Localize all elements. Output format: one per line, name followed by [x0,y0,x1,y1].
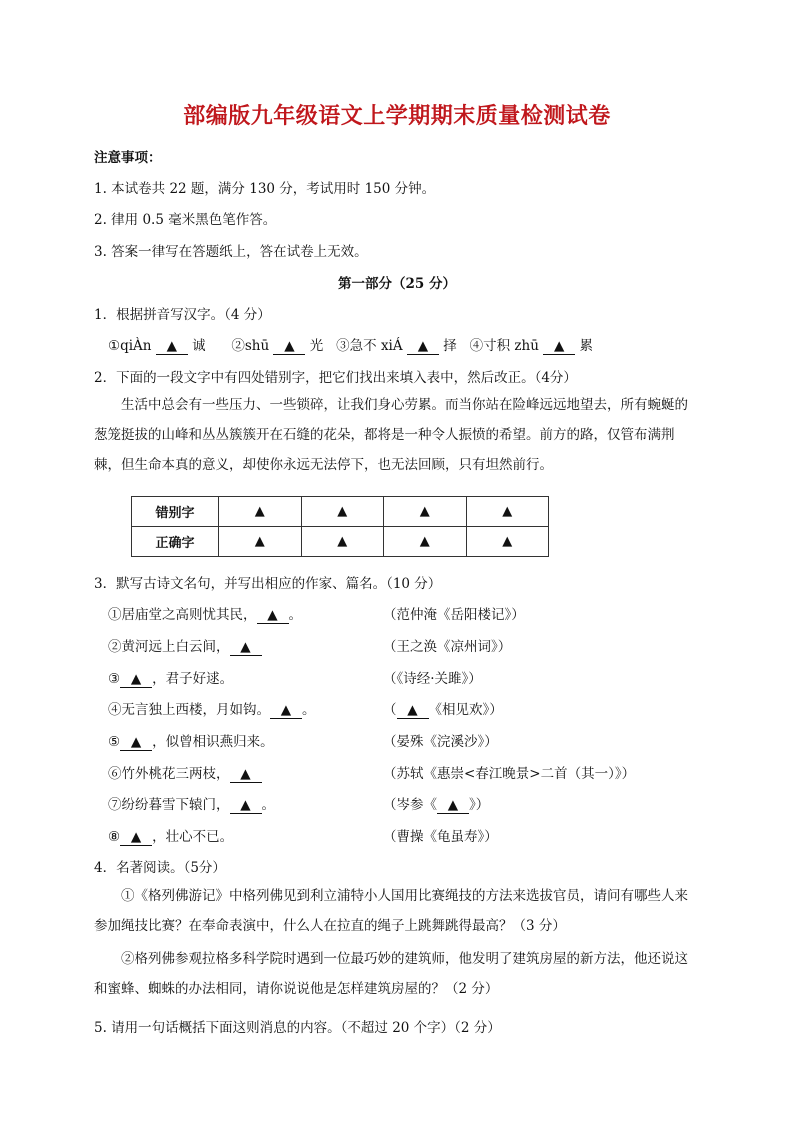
section-heading: 第一部分（25 分） [338,276,456,292]
question-1-prompt: 1．根据拼音写汉字。（4 分） [94,307,271,323]
answer-blank[interactable]: ▲ [120,734,152,751]
answer-blank[interactable]: ▲ [230,797,262,814]
table-cell[interactable]: ▲ [384,497,467,527]
answer-blank[interactable]: ▲ [230,766,262,783]
notice-item: 3. 答案一律写在答题纸上，答在试卷上无效。 [94,244,368,260]
question-4-part-2: ②格列佛参观拉格多科学院时遇到一位最巧妙的建筑师，他发明了建筑房屋的新方法，他还说这和蜜蜂、蜘蛛的办法相同，请你说说他是怎样建筑房屋的？（2 分） [94,951,688,997]
poem-line-left: ⑤ ▲ ，似曾相识燕归来。 [108,734,274,750]
question-2-prompt: 2．下面的一段文字中有四处错别字，把它们找出来填入表中，然后改正。（4分） [94,370,577,386]
table-row [132,527,549,557]
poem-source: （王之涣《凉州词》） [383,639,512,655]
correction-table [131,496,549,557]
answer-blank[interactable]: ▲ [543,338,575,355]
poem-line-left: ②黄河远上白云间， ▲ [108,635,262,656]
table-cell[interactable]: ▲ [301,497,384,527]
poem-source: （曹操《龟虽寿》） [383,829,498,845]
table-cell[interactable]: ▲ [219,497,302,527]
poem-source: （ ▲ 《相见欢》） [383,702,503,718]
answer-blank[interactable]: ▲ [230,639,262,656]
answer-blank[interactable]: ▲ [273,338,305,355]
poem-line-left: ④无言独上西楼，月如钩。 ▲ 。 [108,702,316,718]
table-cell[interactable]: ▲ [301,527,384,557]
notice-item: 2. 律用 0.5 毫米黑色笔作答。 [94,212,277,228]
poem-line-left: ⑦纷纷暮雪下辕门， ▲ 。 [108,797,275,813]
answer-blank[interactable]: ▲ [156,338,188,355]
answer-blank[interactable]: ▲ [120,671,152,688]
poem-line-left: ③ ▲ ，君子好逑。 [108,671,234,687]
exam-title: 部编版九年级语文上学期期末质量检测试卷 [183,104,611,129]
pinyin-item-4: ④寸积 zhū ▲ 累 [469,338,593,354]
table-row-label: 错别字 [132,497,219,527]
poem-source: （岑参《 ▲ 》） [383,797,490,813]
question-4-prompt: 4．名著阅读。（5分） [94,860,226,876]
table-cell[interactable]: ▲ [466,527,549,557]
answer-blank[interactable]: ▲ [120,829,152,846]
table-row [132,497,549,527]
poem-source: （范仲淹《岳阳楼记》） [383,607,525,623]
table-cell[interactable]: ▲ [384,527,467,557]
answer-blank[interactable]: ▲ [437,797,469,814]
poem-source: （《诗经·关雎》） [383,671,482,687]
answer-blank[interactable]: ▲ [397,702,429,719]
pinyin-item-2: ②shū ▲ 光 [231,338,324,354]
poem-source: （苏轼《惠崇<春江晚景>二首（其一）》） [383,766,636,782]
poem-line-left: ①居庙堂之高则忧其民， ▲ 。 [108,607,302,623]
poem-line-left: ⑧ ▲ ，壮心不已。 [108,829,234,845]
notice-heading: 注意事项： [94,150,162,166]
table-cell[interactable]: ▲ [219,527,302,557]
notice-item: 1. 本试卷共 22 题，满分 130 分，考试用时 150 分钟。 [94,181,436,197]
poem-source: （晏殊《浣溪沙》） [383,734,498,750]
pinyin-item-3: ③急不 xiÁ ▲ 择 [336,338,457,354]
question-3-prompt: 3．默写古诗文名句，并写出相应的作家、篇名。（10 分） [94,576,442,592]
answer-blank[interactable]: ▲ [407,338,439,355]
question-5-prompt: 5. 请用一句话概括下面这则消息的内容。（不超过 20 个字）（2 分） [94,1020,501,1036]
question-4-part-1: ①《格列佛游记》中格列佛见到利立浦特小人国用比赛绳技的方法来选拔官员，请问有哪些人来参加绳技比赛？在奉命表演中，什么人在拉直的绳子上跳舞跳得最高？（3 分） [94,888,688,934]
question-1-items [108,334,593,355]
answer-blank[interactable]: ▲ [257,607,289,624]
poem-line-left: ⑥竹外桃花三两枝， ▲ [108,762,262,783]
table-cell[interactable]: ▲ [466,497,549,527]
question-2-passage: 生活中总会有一些压力、一些锁碎，让我们身心劳累。而当你站在险峰远远地望去，所有蜿蜒的葱笼挺拔的山峰和丛丛簇簇开在石缝的花朵，都将是一种令人振愤的希望。前方的路，仅管布满荆棘，但生命本真的意义，却使你永远无法停下，也无法回顾，只有坦然前行。 [94,397,688,473]
answer-blank[interactable]: ▲ [270,702,302,719]
table-row-label: 正确字 [132,527,219,557]
pinyin-item-1: ①qiÀn ▲ 诚 [108,338,206,354]
